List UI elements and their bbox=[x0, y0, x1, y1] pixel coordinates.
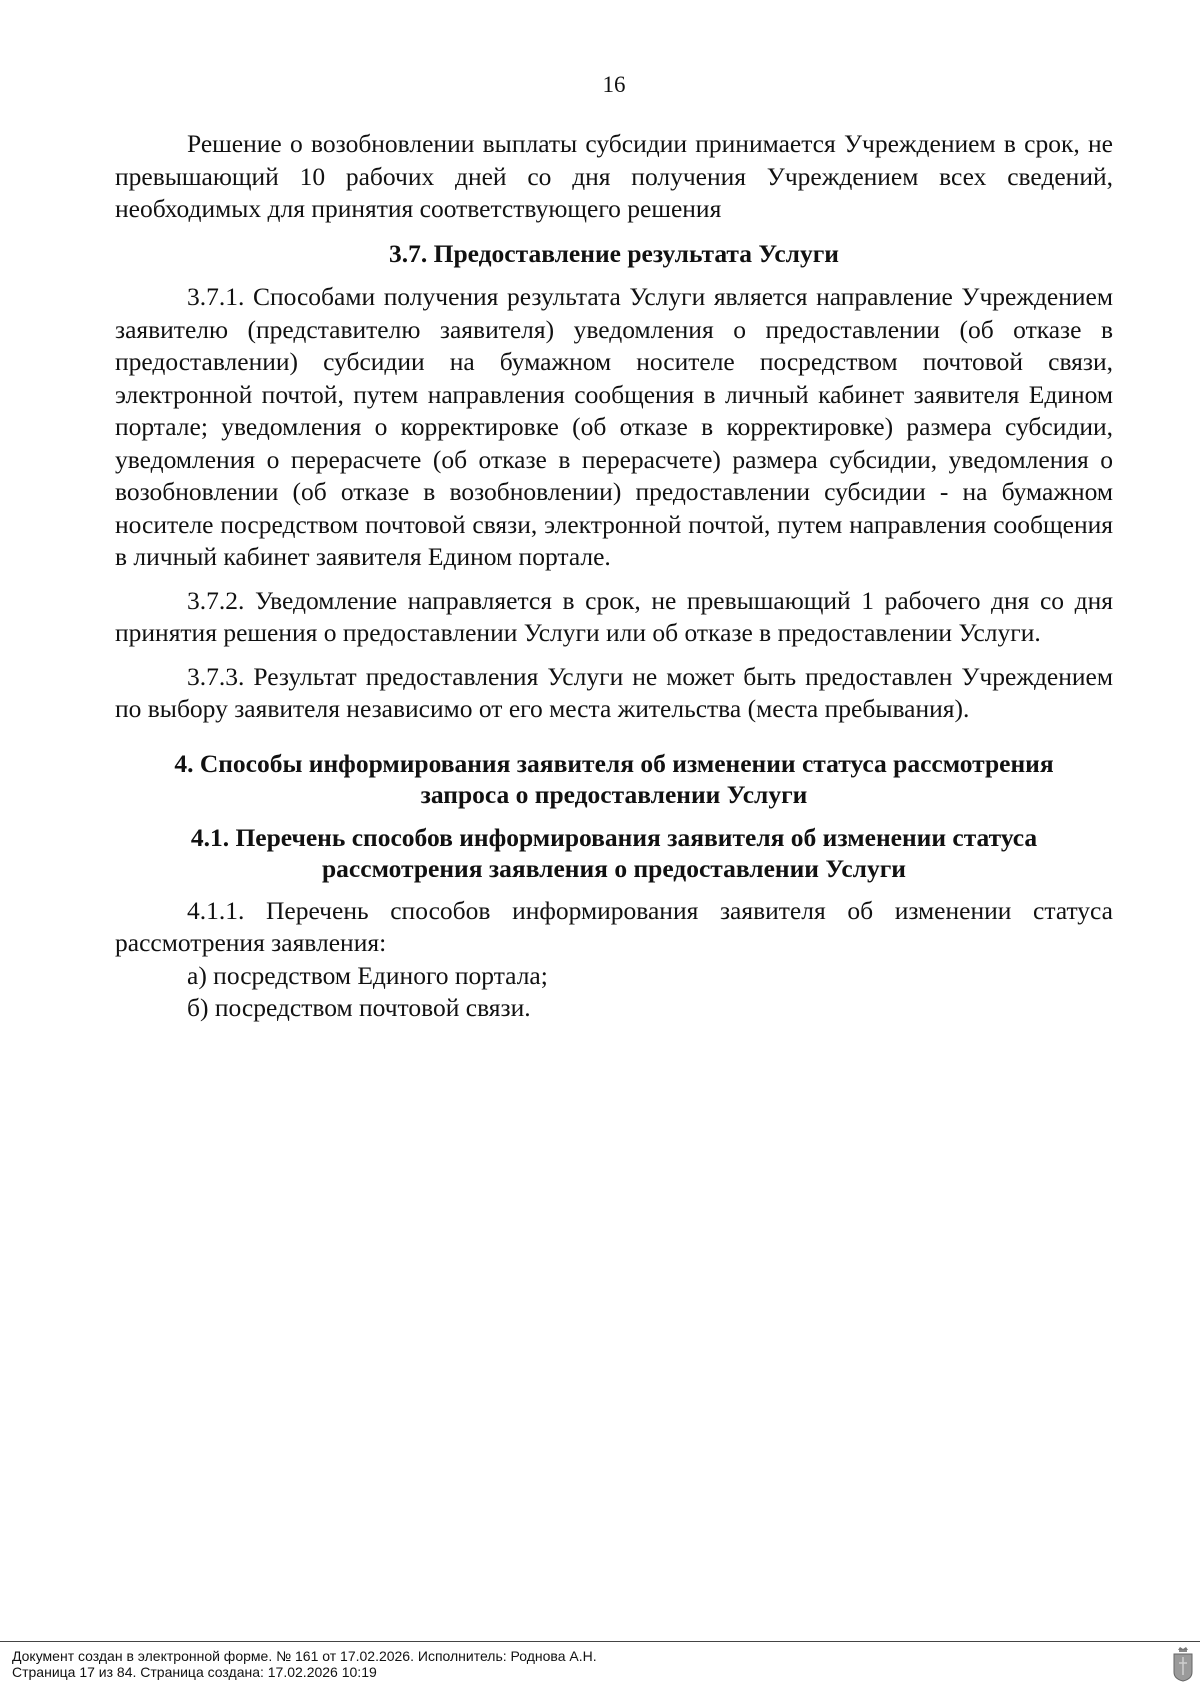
coat-of-arms-icon bbox=[1172, 1646, 1194, 1682]
intro-paragraph: Решение о возобновлении выплаты субсидии принимается Учреждением в срок, не превышающий 10 рабочих дней со дня получения Учреждением всех сведений, необходимых для принятия соответствующего решения bbox=[115, 129, 1113, 223]
list-item-b: б) посредством почтовой связи. bbox=[187, 993, 531, 1022]
section-4-1-heading bbox=[115, 822, 1113, 884]
section-4-1-heading-line2: рассмотрения заявления о предоставлении Услуги bbox=[322, 853, 906, 883]
footer-line-2: Страница 17 из 84. Страница создана: 17.02.2026 10:19 bbox=[12, 1664, 377, 1680]
footer-divider bbox=[0, 1641, 1200, 1642]
section-4-1-heading-line1: 4.1. Перечень способов информирования заявителя об изменении статуса bbox=[190, 822, 1038, 852]
section-4-heading-line2: запроса о предоставлении Услуги bbox=[420, 779, 808, 809]
footer-line-1: Документ создан в электронной форме. № 161 от 17.02.2026. Исполнитель: Роднова А.Н. bbox=[12, 1648, 597, 1664]
document-footer bbox=[12, 1648, 597, 1680]
section-4-heading bbox=[115, 748, 1113, 810]
document-body bbox=[115, 128, 1113, 1025]
paragraph-3-7-3: 3.7.3. Результат предоставления Услуги не может быть предоставлен Учреждением по выбору заявителя независимо от его места жительства (места пребывания). bbox=[115, 661, 1113, 723]
paragraph-4-1-1: 4.1.1. Перечень способов информирования заявителя об изменении статуса рассмотрения заявления: bbox=[115, 895, 1113, 957]
list-item-a: а) посредством Единого портала; bbox=[187, 960, 548, 990]
section-3-7-heading: 3.7. Предоставление результата Услуги bbox=[389, 238, 839, 268]
paragraph-3-7-2: 3.7.2. Уведомление направляется в срок, не превышающий 1 рабочего дня со дня принятия решения о предоставлении Услуги или об отказе в предоставлении Услуги. bbox=[115, 585, 1113, 647]
page-number: 16 bbox=[602, 72, 626, 97]
section-4-heading-line1: 4. Способы информирования заявителя об изменении статуса рассмотрения bbox=[174, 748, 1054, 778]
paragraph-3-7-1: 3.7.1. Способами получения результата Услуги является направление Учреждением заявителю (представителю заявителя) уведомления о предоставлении (об отказе в предоставлении) субсидии на бумажном носителе посредством почтовой связи, электронной почтой, путем направления сообщения в личный кабинет заявителя Едином портале; уведомления о корректировке (об отказе в корректировке) размера субсидии, уведомления о перерасчете (об отказе в перерасчете) размера субсидии, уведомления о возобновлении (об отказе в возобновлении) предоставлении субсидии - на бумажном носителе посредством почтовой связи, электронной почтой, путем направления сообщения в личный кабинет заявителя Едином портале. bbox=[115, 282, 1113, 571]
